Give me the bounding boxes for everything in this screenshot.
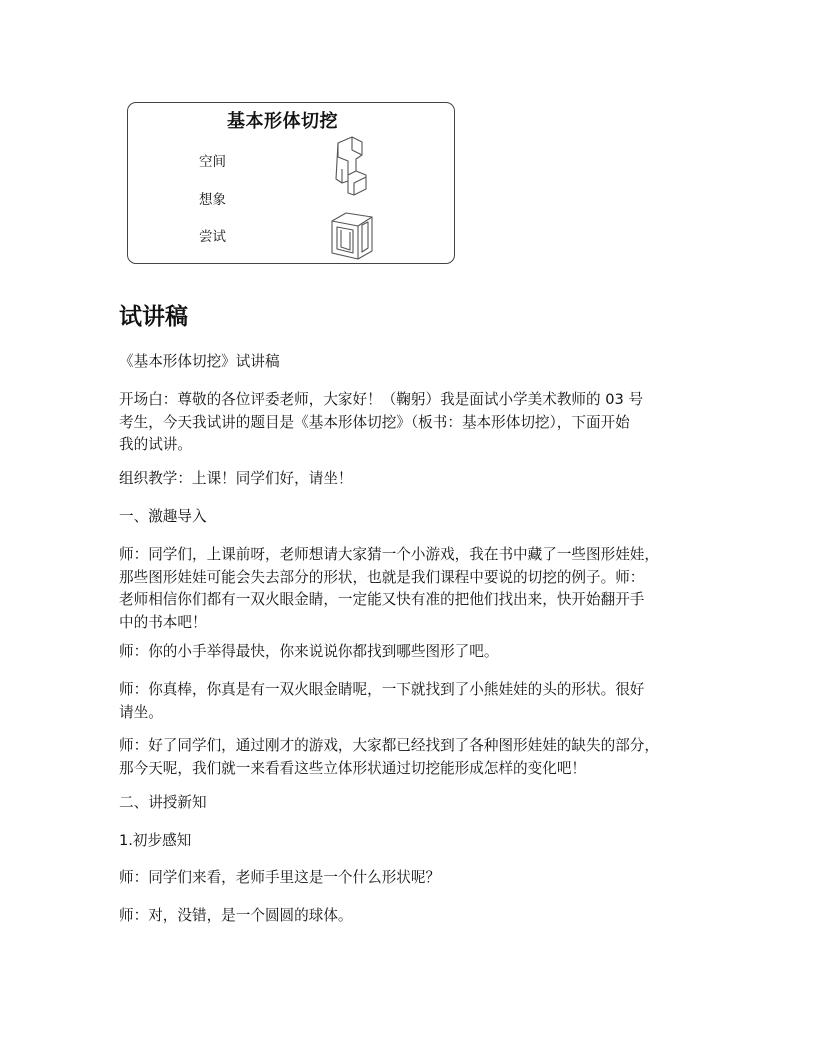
blackboard-design-box xyxy=(127,102,455,264)
subsection-heading-perception: 1.初步感知 xyxy=(119,832,192,849)
page-heading: 试讲稿 xyxy=(119,304,188,330)
section-heading-teaching: 二、讲授新知 xyxy=(119,794,207,811)
dialogue-paragraph-3: 师：好了同学们，通过刚才的游戏，大家都已经找到了各种图形娃娃的缺失的部分， 那今天呢，我们就一来看看这些立体形状通过切挖能形成怎样的变化吧！ xyxy=(119,737,659,777)
cut-cube-sketch-icon xyxy=(326,133,386,263)
board-word-try: 尝试 xyxy=(199,229,226,245)
dialogue-paragraph-4: 师：同学们来看，老师手里这是一个什么形状呢？ xyxy=(119,869,441,886)
doc-title-line: 《基本形体切挖》试讲稿 xyxy=(119,353,280,370)
opening-paragraph: 开场白：尊敬的各位评委老师，大家好！（鞠躬）我是面试小学美术教师的 03 号 考生，今天我试讲的题目是《基本形体切挖》（板书：基本形体切挖），下面开始 我的试讲。 xyxy=(119,391,644,453)
board-title: 基本形体切挖 xyxy=(227,111,338,132)
board-word-imagine: 想象 xyxy=(199,192,226,208)
dialogue-paragraph-1: 师：你的小手举得最快，你来说说你都找到哪些图形了吧。 xyxy=(119,643,499,660)
dialogue-paragraph-2: 师：你真棒，你真是有一双火眼金睛呢，一下就找到了小熊娃娃的头的形状。很好 请坐。 xyxy=(119,681,645,721)
organize-paragraph: 组织教学：上课！同学们好，请坐！ xyxy=(119,470,353,487)
dialogue-paragraph-5: 师：对，没错，是一个圆圆的球体。 xyxy=(119,907,353,924)
board-word-space: 空间 xyxy=(199,154,226,170)
section-heading-intro: 一、激趣导入 xyxy=(119,508,207,525)
game-paragraph: 师：同学们，上课前呀，老师想请大家猜一个小游戏，我在书中藏了一些图形娃娃， 那些图形娃娃可能会失去部分的形状，也就是我们课程中要说的切挖的例子。师： 老师相信你们都有一双火眼金睛，一定能又快有准的把他们找出来，快开始翻开手 中的书本吧！ xyxy=(119,546,659,631)
